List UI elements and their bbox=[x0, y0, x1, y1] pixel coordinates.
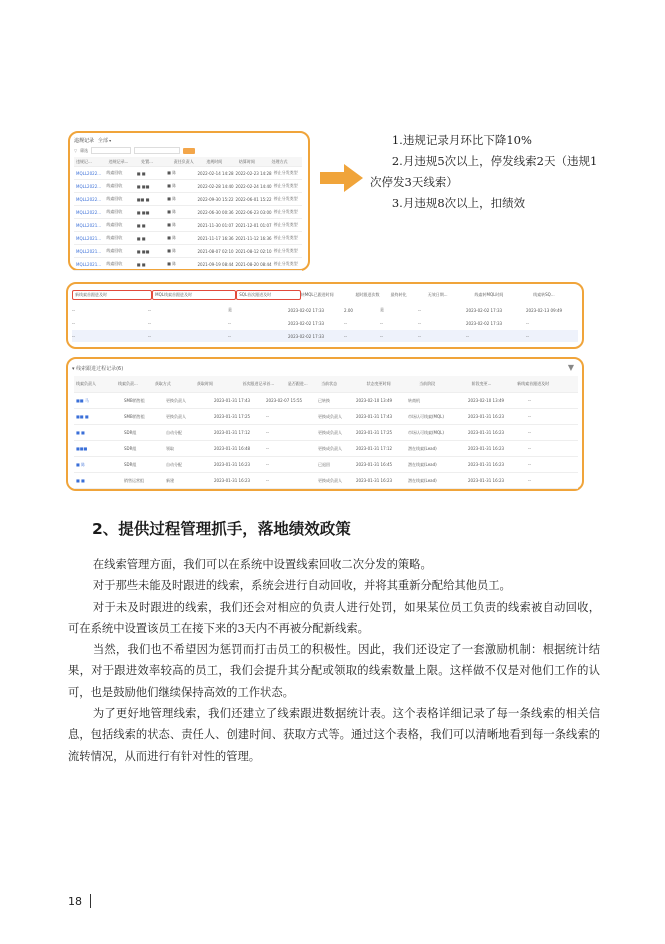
filter-label: 筛选 bbox=[80, 147, 89, 153]
column-header: 违规记... bbox=[76, 158, 92, 164]
table-cell: 自动分配 bbox=[166, 429, 182, 435]
table-cell: 市场认可线索(MQL) bbox=[408, 413, 444, 419]
section-heading: 2、提供过程管理抓手，落地绩效政策 bbox=[92, 520, 351, 538]
followup-timeliness-screenshot bbox=[66, 282, 584, 349]
footer-divider bbox=[90, 894, 91, 908]
table-cell: 2021-12-01 01:07 bbox=[235, 222, 272, 228]
table-cell: -- bbox=[72, 320, 75, 326]
table-cell: 线索回收 bbox=[106, 196, 123, 201]
table-row[interactable] bbox=[74, 232, 302, 245]
table-cell: ■ ■■ bbox=[136, 183, 150, 189]
records-tab-bar bbox=[74, 137, 111, 144]
table-cell: -- bbox=[72, 307, 75, 313]
table-row[interactable] bbox=[74, 441, 578, 457]
table-cell: 线索回收 bbox=[106, 209, 123, 214]
column-header: 结算时间 bbox=[238, 158, 255, 164]
table-cell: 2021-11-17 16:36 bbox=[197, 235, 234, 241]
table-cell: 更换负责人 bbox=[166, 397, 186, 403]
table-row[interactable] bbox=[74, 206, 302, 219]
paragraph: 为了更好地管理线索，我们还建立了线索跟进数据统计表。这个表格详细记录了每一条线索的相关信息，包括线索的状态、责任人、创建时间、获取方式等。通过这个表格，我们可以清晰地看到每一条线索的流转情况，从而进行有针对性的管理。 bbox=[68, 707, 600, 763]
table-cell: 停止分发类型 bbox=[273, 209, 298, 214]
column-header: 新线索首跟进及时 bbox=[72, 290, 152, 300]
table-cell: 2.00 bbox=[344, 307, 353, 313]
collapse-icon[interactable]: ▾ bbox=[72, 366, 75, 372]
right-arrow-icon bbox=[320, 163, 364, 193]
paragraph: 当然，我们也不希望因为惩罚而打击员工的积极性。因此，我们还设定了一套激励机制：根据统计结果，对于跟进效率较高的员工，我们会提升其分配或领取的线索数量上限。这样做不仅是对他们工作的认可，也是鼓励他们继续保持高效的工作状态。 bbox=[68, 643, 600, 699]
column-header: 新线索首跟进及时 bbox=[517, 381, 550, 386]
column-header: 处置... bbox=[141, 158, 153, 164]
table-cell: -- bbox=[380, 333, 383, 339]
table-cell: SDR组 bbox=[124, 429, 137, 435]
column-header: SQL首次跟进及时 bbox=[236, 290, 301, 300]
table-row[interactable] bbox=[74, 219, 302, 232]
table-header-row bbox=[72, 288, 578, 301]
table-cell: SDR组 bbox=[124, 445, 137, 451]
record-link[interactable]: MQLL2022... bbox=[76, 209, 102, 215]
table-row[interactable] bbox=[74, 180, 302, 193]
table-cell: 2022-02-23 14:28 bbox=[235, 170, 272, 176]
table-row[interactable] bbox=[74, 258, 302, 271]
table-cell: -- bbox=[380, 320, 383, 326]
table-cell: -- bbox=[528, 446, 531, 451]
violation-table bbox=[74, 157, 302, 271]
table-row[interactable] bbox=[72, 304, 578, 316]
table-row[interactable] bbox=[74, 473, 578, 489]
table-cell: 已转换 bbox=[318, 397, 330, 403]
table-cell: 线索回收 bbox=[106, 170, 123, 175]
page-number: 18 bbox=[68, 894, 82, 908]
column-header: 处理方式 bbox=[271, 158, 288, 164]
table-cell: 2023-02-10 13:49 bbox=[356, 398, 393, 403]
table-row[interactable] bbox=[74, 409, 578, 425]
table-cell: 2023-02-02 17:33 bbox=[466, 320, 503, 326]
table-cell: 是 bbox=[380, 307, 384, 312]
table-cell: ■ ■ bbox=[136, 170, 146, 176]
filter-icon[interactable]: ▽ bbox=[74, 148, 78, 153]
table-cell: ■ 陈 bbox=[167, 261, 177, 266]
table-row[interactable] bbox=[74, 425, 578, 441]
table-cell: 停止分发类型 bbox=[273, 196, 298, 201]
table-cell: 2021-08-20 08:44 bbox=[235, 261, 272, 267]
column-header: 获取时间 bbox=[196, 381, 213, 386]
table-cell: -- bbox=[266, 414, 269, 419]
table-cell: -- bbox=[266, 478, 269, 483]
table-cell: ■ ■ bbox=[136, 222, 146, 228]
section-body bbox=[68, 554, 600, 767]
table-cell: -- bbox=[528, 414, 531, 419]
table-cell: 更换成负责人 bbox=[318, 445, 342, 451]
column-header: 责任负责人 bbox=[173, 158, 194, 164]
rule-item: 3.月违规8次以上，扣绩效 bbox=[391, 196, 526, 210]
column-header: 线索负责... bbox=[118, 381, 138, 386]
paragraph: 对于那些未能及时跟进的线索，系统会进行自动回收，并将其重新分配给其他员工。 bbox=[92, 579, 511, 593]
table-cell: -- bbox=[528, 398, 531, 403]
table-cell: 潜在线索(Lead) bbox=[408, 445, 437, 451]
table-cell: 2023-01-31 16:23 bbox=[468, 414, 505, 419]
table-cell: 2023-02-10 13:49 bbox=[468, 398, 505, 403]
table-cell: 更换负责人 bbox=[166, 413, 186, 419]
tab-violation-records[interactable]: 违规记录 bbox=[74, 138, 95, 144]
table-cell: ■ 陈 bbox=[167, 196, 177, 201]
rule-item: 1.违规记录月环比下降10% bbox=[391, 133, 532, 147]
record-link[interactable]: MQLL2022... bbox=[76, 170, 102, 176]
record-link[interactable]: MQLL2022... bbox=[76, 183, 102, 189]
table-cell: ■ ■■ bbox=[136, 209, 150, 215]
record-link[interactable]: MQLL2021... bbox=[76, 248, 102, 254]
record-link[interactable]: MQLL2021... bbox=[76, 222, 102, 228]
table-cell: 2022-06-01 15:22 bbox=[235, 196, 272, 202]
table-cell: 更换成负责人 bbox=[318, 477, 342, 483]
table-cell: 线索回收 bbox=[106, 235, 123, 240]
rule-item: 2.月违规5次以上，停发线索2天（违规1次停发3天线索） bbox=[370, 154, 598, 189]
table-cell: 2023-01-31 17:25 bbox=[356, 430, 393, 435]
table-cell: 2023-01-31 17:25 bbox=[214, 414, 251, 419]
table-cell: ■■ ■ bbox=[136, 196, 150, 202]
table-cell: 停止分发类型 bbox=[273, 183, 298, 188]
table-header-row bbox=[74, 376, 578, 393]
table-cell: -- bbox=[228, 320, 231, 326]
column-header: 阶段变更... bbox=[471, 381, 492, 386]
table-row[interactable] bbox=[74, 457, 578, 473]
column-header: 当前阶段 bbox=[419, 381, 436, 386]
paragraph: 对于未及时跟进的线索，我们还会对相应的负责人进行处罚，如果某位员工负责的线索被自动回收，可在系统中设置该员工在接下来的3天内不再被分配新线索。 bbox=[68, 600, 600, 635]
table-cell: 2022-02-28 14:40 bbox=[197, 183, 234, 189]
table-cell: 停止分发类型 bbox=[273, 222, 298, 227]
table-cell: 2023-02-02 17:33 bbox=[288, 333, 325, 339]
filter-select[interactable] bbox=[91, 147, 131, 154]
chevron-down-icon: ▾ bbox=[109, 138, 112, 143]
table-cell: 2023-01-31 16:23 bbox=[468, 430, 505, 435]
column-header: 转MQL已跟进时间 bbox=[300, 291, 334, 297]
table-cell: 停止分发类型 bbox=[273, 248, 298, 253]
table-cell: 2023-02-02 17:33 bbox=[466, 307, 503, 313]
table-cell: 潜在线索(Lead) bbox=[408, 477, 437, 483]
table-cell: -- bbox=[266, 462, 269, 467]
column-header: 违规时间 bbox=[206, 158, 223, 164]
table-cell: 2023-01-31 17:12 bbox=[214, 430, 251, 435]
table-cell: 2021-09-19 08:44 bbox=[197, 261, 234, 267]
table-cell: SDR组 bbox=[124, 461, 137, 467]
table-cell: 2021-08-12 02:10 bbox=[235, 248, 272, 254]
column-header: 是否跟进... bbox=[287, 381, 308, 386]
table-cell: 2023-01-31 16:23 bbox=[468, 446, 505, 451]
table-cell: -- bbox=[266, 430, 269, 435]
table-cell: -- bbox=[526, 333, 529, 339]
filter-bar bbox=[74, 147, 195, 154]
table-cell: 2023-02-02 17:33 bbox=[288, 307, 325, 313]
table-cell: SMB销售组 bbox=[124, 397, 145, 403]
search-button[interactable] bbox=[183, 148, 195, 154]
column-header: 线索转MQL时间 bbox=[474, 291, 504, 297]
table-cell: 2023-02-02 17:33 bbox=[288, 320, 325, 326]
table-cell: 停止分发类型 bbox=[273, 261, 298, 266]
column-header: 超时跟进次数 bbox=[355, 291, 380, 297]
table-cell: 线索回收 bbox=[106, 183, 123, 188]
column-header: 状态变更时间 bbox=[366, 381, 391, 386]
table-cell: 潜在线索(Lead) bbox=[408, 461, 437, 467]
table-cell: 2022-06-30 00:36 bbox=[197, 209, 234, 215]
table-cell: 是 bbox=[228, 307, 232, 312]
record-link[interactable]: MQLL2022... bbox=[76, 196, 102, 202]
table-cell: -- bbox=[344, 333, 347, 339]
table-cell: ■ 陈 bbox=[167, 222, 177, 227]
table-row[interactable] bbox=[74, 193, 302, 206]
table-cell: 2023-01-31 17:43 bbox=[356, 414, 393, 419]
table-cell: 转商机 bbox=[408, 397, 420, 403]
table-cell: -- bbox=[228, 333, 231, 339]
table-cell: -- bbox=[466, 333, 469, 339]
page-footer bbox=[68, 894, 91, 908]
table-cell: 2022-02-14 14:28 bbox=[197, 170, 234, 176]
table-cell: 新建 bbox=[166, 477, 174, 483]
table-cell: 2023-02-07 15:55 bbox=[266, 398, 303, 403]
table-cell: ■■ 马 bbox=[76, 397, 89, 403]
table-row[interactable] bbox=[72, 317, 578, 329]
table-cell: 2023-02-13 09:49 bbox=[526, 307, 563, 313]
table-cell: ■ ■■ bbox=[136, 248, 150, 254]
table-cell: 2021-11-12 16:36 bbox=[235, 235, 272, 241]
table-row[interactable] bbox=[74, 167, 302, 180]
table-cell: -- bbox=[528, 462, 531, 467]
table-cell: 线索回收 bbox=[106, 261, 123, 266]
table-row[interactable] bbox=[72, 330, 578, 342]
column-header: 无效日期... bbox=[427, 291, 448, 297]
table-cell: 2023-01-31 17:12 bbox=[356, 446, 393, 451]
table-cell: ■ ■ bbox=[136, 235, 146, 241]
table-cell: ■ ■ bbox=[136, 261, 146, 267]
table-cell: 2022-06-23 03:00 bbox=[235, 209, 272, 215]
table-header-row bbox=[74, 157, 302, 167]
table-cell: 更换成负责人 bbox=[318, 429, 342, 435]
table-cell: -- bbox=[418, 333, 421, 339]
table-cell: -- bbox=[72, 333, 75, 339]
table-cell: 停止分发类型 bbox=[273, 170, 298, 175]
followup-process-screenshot bbox=[66, 357, 584, 491]
paragraph: 在线索管理方面，我们可以在系统中设置线索回收二次分发的策略。 bbox=[92, 558, 432, 571]
table-cell: 领取 bbox=[166, 445, 174, 451]
column-header: 线索转SQ... bbox=[533, 291, 555, 297]
table-cell: -- bbox=[418, 320, 421, 326]
table-cell: 停止分发类型 bbox=[273, 235, 298, 240]
process-record-table bbox=[74, 376, 578, 489]
table-cell: -- bbox=[266, 446, 269, 451]
table-row[interactable] bbox=[74, 393, 578, 409]
tab-filter-all[interactable]: 全部 bbox=[97, 138, 108, 144]
table-cell: -- bbox=[148, 320, 151, 326]
table-cell: -- bbox=[528, 478, 531, 483]
column-header: 首次跟进记录首... bbox=[242, 381, 275, 386]
table-cell: 2023-01-31 16:23 bbox=[468, 462, 505, 467]
table-cell: -- bbox=[148, 333, 151, 339]
table-cell: ■ ■ bbox=[76, 430, 85, 435]
process-record-title-text: 线索跟进过程记录(6) bbox=[76, 366, 124, 372]
table-cell: 线索回收 bbox=[106, 222, 123, 227]
record-link[interactable]: MQLL2021... bbox=[76, 235, 102, 241]
table-cell: 市场认可线索(MQL) bbox=[408, 429, 444, 435]
table-cell: SMB销售组 bbox=[124, 413, 145, 419]
table-cell: 线索回收 bbox=[106, 248, 123, 253]
table-cell: 2023-01-31 17:43 bbox=[214, 398, 251, 403]
table-cell: ■ 陈 bbox=[167, 209, 177, 214]
table-cell: -- bbox=[148, 307, 151, 313]
violation-records-screenshot bbox=[68, 131, 310, 271]
record-link[interactable]: MQLL2021... bbox=[76, 261, 102, 267]
table-cell: ■ 陈 bbox=[167, 170, 177, 175]
table-cell: 2023-01-31 16:48 bbox=[214, 446, 251, 451]
table-cell: 自动分配 bbox=[166, 461, 182, 467]
penalty-rules bbox=[370, 130, 606, 214]
column-header: MQL线索首跟进及时 bbox=[152, 290, 236, 300]
table-cell: ■ 陈 bbox=[167, 183, 177, 188]
table-cell: 2023-01-31 16:45 bbox=[356, 462, 393, 467]
table-cell: 2023-01-31 16:23 bbox=[214, 462, 251, 467]
filter-input[interactable] bbox=[134, 147, 180, 154]
table-cell: ■ ■ bbox=[76, 478, 85, 483]
table-cell: 2023-01-31 16:23 bbox=[214, 478, 251, 483]
table-cell: 2021-08-07 02:10 bbox=[197, 248, 234, 254]
table-cell: 已退回 bbox=[318, 461, 330, 467]
table-cell: -- bbox=[418, 307, 421, 313]
table-cell: 2021-11-30 01:07 bbox=[197, 222, 234, 228]
table-cell: 2023-01-31 16:23 bbox=[356, 478, 393, 483]
table-row[interactable] bbox=[74, 245, 302, 258]
table-cell: 2022-02-24 14:40 bbox=[235, 183, 272, 189]
column-header: 获取方式 bbox=[154, 381, 171, 386]
table-cell: ■■ ■ bbox=[76, 414, 89, 419]
column-header: 当前状态 bbox=[321, 381, 338, 386]
column-header: 线索负责人 bbox=[76, 381, 96, 386]
table-cell: -- bbox=[528, 430, 531, 435]
process-record-title bbox=[72, 365, 123, 372]
table-cell: ■■■ bbox=[76, 446, 88, 451]
table-cell: ■ 陈 bbox=[167, 235, 177, 240]
table-cell: 更换成负责人 bbox=[318, 413, 342, 419]
table-cell: 2022-09-30 15:22 bbox=[197, 196, 234, 202]
column-header: 最终转化 bbox=[390, 291, 407, 297]
column-header: 违规记录... bbox=[108, 158, 129, 164]
table-cell: ■ 陈 bbox=[76, 461, 86, 467]
table-cell: -- bbox=[344, 320, 347, 326]
table-cell: -- bbox=[526, 320, 529, 326]
table-cell: 2023-01-31 16:23 bbox=[468, 478, 505, 483]
filter-icon[interactable]: ▼ bbox=[567, 363, 574, 372]
table-cell: 销售运营组 bbox=[124, 477, 144, 483]
table-cell: ■ 陈 bbox=[167, 248, 177, 253]
